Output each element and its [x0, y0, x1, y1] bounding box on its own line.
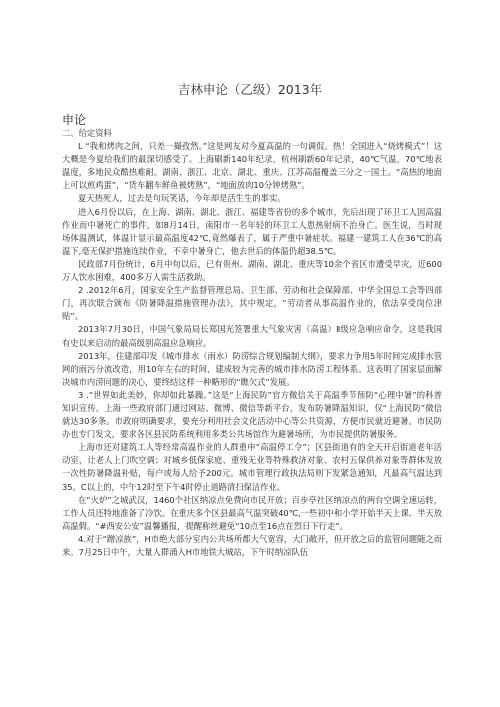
paragraph: L “我和烤肉之间，只差一撮孜然。”这是网友对今夏高温的一句调侃。热！全国进入“烧烤模式”！这大概是今夏给我们的最深切感受了。上海刷新140年纪录，杭州刷新60年记录，40℃气温，70℃地表温度，多地民众酷热难耐。湖南、浙江、北京、湖北、重庆、江苏高温覆盖三分之一国土。“高热的地面上可以煎鸡蛋”，“货车翻车鲜鱼被烤熟”，“地面放肉10分钟烤熟”。: [62, 141, 442, 191]
paragraph: 民政部7月份统计，6月中旬以后，已有贵州、湖南、湖北、重庆等10余个省区市遭受旱灾，近600万人饮水困难，400多万人需生活救助。: [62, 258, 442, 283]
paragraph: 2013年，住建部印发《城市排水（雨水）防涝综合规划编制大纲》，要求力争用5年时间完成排水管网的雨污分流改造，用10年左右的时间，建成较为完善的城市排水防涝工程体系。这表明了国家层面解决城市内涝问题的决心，要终结这样一种略形的“瞧欠式”发展。: [62, 350, 442, 387]
document-body: [62, 127, 442, 559]
paragraph: 在“火炉”之城武汉，1460个社区纳凉点免费向市民开放；百步亭社区纳凉点的两台空调全速运转，工作人员还特地准备了冷饮。在重庆多个区县最高气温突破40℃,一些初中和小学开始半天上课、半天放高温假。“#西安公安”温馨播报，提醒称丝避免“10点至16点在烈日下行走”。: [62, 494, 442, 531]
paragraph: 上海市还对建筑工人等经常高温作业的人群重申“高温停工令”；区县街道有的全天开启街道老年活动室，让老人上门吹空调；对城乡低保家庭、重残无业等特殊救济对象、农村五保供养对象等群体发放一次性防暑降温补贴，每户或每人给予200元。城市管理行政执法局则下发紧急通知，凡最高气温达到35。C以上的，中午12时至下午4时停止道路清扫保洁作业。: [62, 442, 442, 492]
paragraph: 进入6月份以后，在上海、湖南、湖北、浙江、福建等省份的多个城市，先后出现了环卫工人因高温作业而中暑死亡的事件。如8月14日，南阳市一名年轻的环卫工人患热射病不治身亡。医生说，当时现场体温测试，体温计显示最高温度42℃,竟然爆表了，属于严重中暑症状。福建一建筑工人在36℃的高温下,毫无保护措施连续作业，不幸中暑身亡，他去世后的体温仍超38.5℃。: [62, 206, 442, 256]
paragraph: 3 .“世界如此美妙，你却如此暴躁。”这是“上海民防”官方微信关于高温季节预防“心理中暑”的科普知识宣传。上海一些政府部门通过网站、微博、微信等新平台，发布防暑降温知识，仅“上海民防”微信就达30多条。市政府明确要求，要充分利用社会文化活动中心等公共资源，方便市民就近避暑。市民防办也专门发文，要求各区县民防系统利用多类公共场馆作为避暑场所，为市民提供防暑服务。: [62, 389, 442, 440]
paragraph: 4.对于“蹭凉族”，H市绝大部分室内公共场所都大气宽容，大门敞开，但开放之后的监管问题随之而来。7月25日中午，大量人群涌入H市地铁大城站，下午时纳凉队伍: [62, 533, 442, 557]
paragraph: 夏天热死人，过去是句玩笑话，今年却是活生生的事实。: [78, 193, 286, 204]
subsection-heading: 二、给定资料: [62, 128, 112, 138]
section-heading: 申论: [62, 113, 87, 127]
document-title: 吉林申论（乙级）2013年: [177, 82, 323, 97]
paragraph: 2013年7月30日，中国气象局局长郑国光签署重大气象灾害（高温）Ⅱ级应急响应命令，这是我国有史以来启动的最高级别高温应急响应。: [62, 324, 442, 348]
paragraph: 2 .2012年6月，国家安全生产监督管理总局、卫生部、劳动和社会保障部、中华全国总工会等四部门，再次联合颁布《防暑降温措施管理办法》，其中规定，“劳动者从事高温作业的，依法享受岗位津贴”。: [62, 285, 442, 322]
